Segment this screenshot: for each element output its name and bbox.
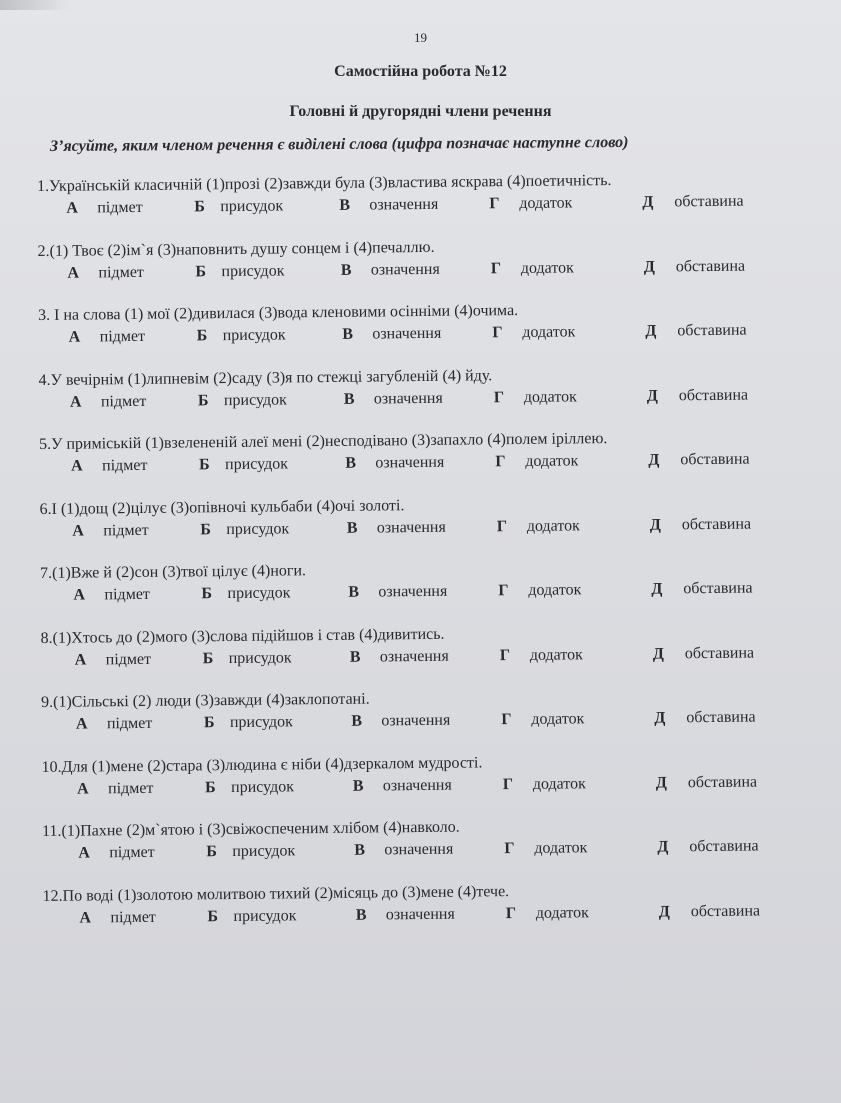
question-text: 8.(1)Хтось до (2)мого (3)слова підійшов і став (4)дивитись. xyxy=(40,625,445,647)
option-a-label[interactable]: підмет xyxy=(98,263,144,281)
option-d-label[interactable]: додаток xyxy=(534,839,588,857)
option-e-label[interactable]: обставина xyxy=(680,450,750,469)
option-a-label[interactable]: підмет xyxy=(110,908,156,926)
option-a-label[interactable]: підмет xyxy=(105,650,152,668)
option-c-letter[interactable]: В xyxy=(345,454,357,472)
option-c-letter[interactable]: В xyxy=(351,712,363,730)
corner-shadow xyxy=(0,0,70,10)
question-8 xyxy=(0,621,841,690)
option-b-letter[interactable]: Б xyxy=(202,649,214,667)
option-b-letter[interactable]: Б xyxy=(203,714,215,732)
option-d-letter[interactable]: Г xyxy=(499,646,511,664)
question-11 xyxy=(0,815,841,884)
option-c-label[interactable]: означення xyxy=(376,518,446,536)
option-d-letter[interactable]: Г xyxy=(496,517,508,535)
option-e-letter[interactable]: Д xyxy=(648,451,660,469)
option-a-letter[interactable]: А xyxy=(77,779,89,798)
option-e-label[interactable]: обставина xyxy=(690,901,761,920)
option-a-letter[interactable]: А xyxy=(69,393,82,411)
option-b-letter[interactable]: Б xyxy=(201,585,213,603)
option-d-label[interactable]: додаток xyxy=(532,774,586,793)
option-a-letter[interactable]: А xyxy=(74,651,87,669)
option-e-label[interactable]: обставина xyxy=(686,708,756,727)
option-c-letter[interactable]: В xyxy=(352,777,364,795)
option-c-letter[interactable]: В xyxy=(354,841,366,859)
option-d-label[interactable]: додаток xyxy=(535,903,589,922)
option-c-letter[interactable]: В xyxy=(348,583,360,601)
question-4 xyxy=(0,363,841,432)
question-text: 12.По воді (1)золотою молитвою тихий (2)місяць до (3)мене (4)тече. xyxy=(42,882,510,905)
option-d-label[interactable]: додаток xyxy=(522,323,576,341)
option-e-letter[interactable]: Д xyxy=(651,580,663,598)
option-e-letter[interactable]: Д xyxy=(649,516,661,534)
option-c-letter[interactable]: В xyxy=(339,196,351,214)
question-7 xyxy=(0,557,841,626)
option-e-letter[interactable]: Д xyxy=(643,258,655,276)
option-e-letter[interactable]: Д xyxy=(658,902,670,921)
option-a-label[interactable]: підмет xyxy=(103,521,149,539)
option-c-letter[interactable]: В xyxy=(342,325,354,343)
option-b-label[interactable]: присудок xyxy=(220,197,284,216)
question-text: 2.(1) Твоє (2)ім`я (3)наповнить душу сонцем і (4)печаллю. xyxy=(37,238,435,260)
option-c-label[interactable]: означення xyxy=(384,840,454,859)
worksheet-title: Самостійна робота №12 xyxy=(334,63,507,80)
option-d-label[interactable]: додаток xyxy=(519,194,573,212)
option-d-letter[interactable]: Г xyxy=(489,195,500,213)
option-a-letter[interactable]: А xyxy=(66,199,78,217)
option-e-letter[interactable]: Д xyxy=(657,838,669,856)
option-b-letter[interactable]: Б xyxy=(205,778,216,796)
option-b-letter[interactable]: Б xyxy=(206,843,217,861)
option-d-letter[interactable]: Г xyxy=(493,388,505,406)
option-b-letter[interactable]: Б xyxy=(196,327,208,345)
option-d-letter[interactable]: Г xyxy=(501,711,512,729)
question-text: 5.У приміській (1)взелененій алеї мені (2)несподівано (3)запахло (4)полем іріллею. xyxy=(39,430,608,454)
option-a-label[interactable]: підмет xyxy=(108,779,154,797)
option-e-label[interactable]: обставина xyxy=(687,772,758,791)
question-5 xyxy=(0,428,841,497)
option-e-label[interactable]: обставина xyxy=(684,644,755,662)
option-a-label[interactable]: підмет xyxy=(100,392,147,410)
option-c-label[interactable]: означення xyxy=(378,582,448,601)
option-c-label[interactable]: означення xyxy=(369,195,439,214)
option-c-label[interactable]: означення xyxy=(379,647,449,665)
option-d-label[interactable]: додаток xyxy=(520,258,574,277)
option-b-letter[interactable]: Б xyxy=(199,456,210,474)
option-c-label[interactable]: означення xyxy=(370,260,440,279)
option-e-label[interactable]: обставина xyxy=(681,515,752,533)
option-b-letter[interactable]: Б xyxy=(200,520,211,538)
question-6 xyxy=(0,492,841,561)
option-c-label[interactable]: означення xyxy=(385,905,455,923)
question-2 xyxy=(0,234,841,303)
option-d-letter[interactable]: Г xyxy=(495,453,506,471)
option-a-letter[interactable]: А xyxy=(78,844,90,862)
option-d-label[interactable]: додаток xyxy=(529,645,583,664)
option-a-letter[interactable]: А xyxy=(68,328,81,346)
option-a-label[interactable]: підмет xyxy=(109,843,155,862)
option-e-label[interactable]: обставина xyxy=(675,257,746,275)
option-d-letter[interactable]: Г xyxy=(492,324,503,342)
option-a-label[interactable]: підмет xyxy=(99,327,146,346)
option-c-label[interactable]: означення xyxy=(382,776,452,794)
option-c-letter[interactable]: В xyxy=(340,261,352,279)
option-b-label[interactable]: присудок xyxy=(221,261,285,280)
option-e-letter[interactable]: Д xyxy=(654,709,666,727)
option-e-letter[interactable]: Д xyxy=(655,773,667,792)
option-d-letter[interactable]: Г xyxy=(504,840,515,858)
option-c-label[interactable]: означення xyxy=(381,711,451,730)
option-e-label[interactable]: обставина xyxy=(678,386,749,404)
page-number: 19 xyxy=(414,30,427,45)
question-12 xyxy=(0,879,841,948)
option-c-label[interactable]: означення xyxy=(373,389,443,408)
option-b-label[interactable]: присудок xyxy=(228,648,292,667)
question-text: 3. І на слова (1) мої (2)дивилася (3)вода кленовими осінніми (4)очима. xyxy=(38,301,519,325)
option-b-letter[interactable]: Б xyxy=(194,198,205,216)
question-text: 6.І (1)дощ (2)цілує (3)опівночі кульбаби (4)очі золоті. xyxy=(39,496,405,518)
option-e-label[interactable]: обставина xyxy=(683,579,753,598)
option-a-letter[interactable]: А xyxy=(72,522,84,540)
option-a-letter[interactable]: А xyxy=(73,586,86,604)
option-d-label[interactable]: додаток xyxy=(526,516,580,535)
option-d-letter[interactable]: Г xyxy=(502,775,514,793)
option-c-letter[interactable]: В xyxy=(355,906,367,924)
option-b-letter[interactable]: Б xyxy=(195,262,207,280)
option-d-letter[interactable]: Г xyxy=(490,259,502,277)
option-c-letter[interactable]: В xyxy=(346,519,358,537)
question-text: 4.У вечірнім (1)липневім (2)саду (3)я по стежці загубленій (4) йду. xyxy=(38,366,493,389)
option-e-label[interactable]: обставина xyxy=(674,192,744,211)
option-e-label[interactable]: обставина xyxy=(689,837,759,856)
option-b-letter[interactable]: Б xyxy=(197,391,209,409)
question-text: 9.(1)Сільські (2) люди (3)завжди (4)заклопотані. xyxy=(40,690,370,711)
option-c-label[interactable]: означення xyxy=(375,453,445,472)
option-a-letter[interactable]: А xyxy=(71,457,83,475)
option-e-letter[interactable]: Д xyxy=(646,387,658,405)
option-a-label[interactable]: підмет xyxy=(106,714,153,733)
option-b-label[interactable]: присудок xyxy=(233,906,297,925)
option-b-letter[interactable]: Б xyxy=(207,907,219,925)
option-e-label[interactable]: обставина xyxy=(677,321,747,340)
option-b-label[interactable]: присудок xyxy=(232,842,296,860)
option-b-label[interactable]: присудок xyxy=(226,519,290,538)
option-e-letter[interactable]: Д xyxy=(652,644,664,663)
option-d-label[interactable]: додаток xyxy=(528,581,582,599)
option-d-letter[interactable]: Г xyxy=(505,904,517,922)
option-d-label[interactable]: додаток xyxy=(523,387,577,406)
option-a-letter[interactable]: А xyxy=(79,908,92,927)
question-10 xyxy=(0,750,841,819)
option-b-label[interactable]: присудок xyxy=(223,390,287,409)
option-a-letter[interactable]: А xyxy=(67,264,80,282)
question-text: 10.Для (1)мене (2)стара (3)людина є ніби (4)дзеркалом мудрості. xyxy=(41,753,483,776)
option-a-letter[interactable]: А xyxy=(75,715,88,733)
option-a-label[interactable]: підмет xyxy=(97,198,143,217)
option-a-label[interactable]: підмет xyxy=(102,456,148,475)
option-e-letter[interactable]: Д xyxy=(645,322,657,340)
option-b-label[interactable]: присудок xyxy=(229,713,293,732)
question-3 xyxy=(0,299,841,368)
question-text: 1.Українській класичній (1)прозі (2)завжди була (3)властива яскрава (4)поетичність. xyxy=(37,172,612,196)
option-d-letter[interactable]: Г xyxy=(498,582,509,600)
option-b-label[interactable]: присудок xyxy=(231,777,295,796)
option-d-label[interactable]: додаток xyxy=(531,710,585,728)
option-e-letter[interactable]: Д xyxy=(642,193,654,211)
question-1 xyxy=(0,170,841,239)
option-c-letter[interactable]: В xyxy=(349,648,361,666)
option-c-letter[interactable]: В xyxy=(343,390,355,408)
worksheet-subtitle: Головні й другорядні члени речення xyxy=(289,103,552,120)
option-b-label[interactable]: присудок xyxy=(222,326,286,345)
option-b-label[interactable]: присудок xyxy=(225,455,289,474)
option-a-label[interactable]: підмет xyxy=(104,585,150,604)
instruction-text: З’ясуйте, яким членом речення є виділені слова (цифра позначає наступне слово) xyxy=(49,133,629,155)
option-b-label[interactable]: присудок xyxy=(227,584,291,603)
question-text: 7.(1)Вже й (2)сон (3)твої цілує (4)ноги. xyxy=(40,562,307,582)
option-c-label[interactable]: означення xyxy=(372,324,442,343)
question-text: 11.(1)Пахне (2)м`ятою і (3)свіжоспеченим хлібом (4)навколо. xyxy=(41,818,460,840)
question-9 xyxy=(0,686,841,755)
option-d-label[interactable]: додаток xyxy=(525,452,579,470)
